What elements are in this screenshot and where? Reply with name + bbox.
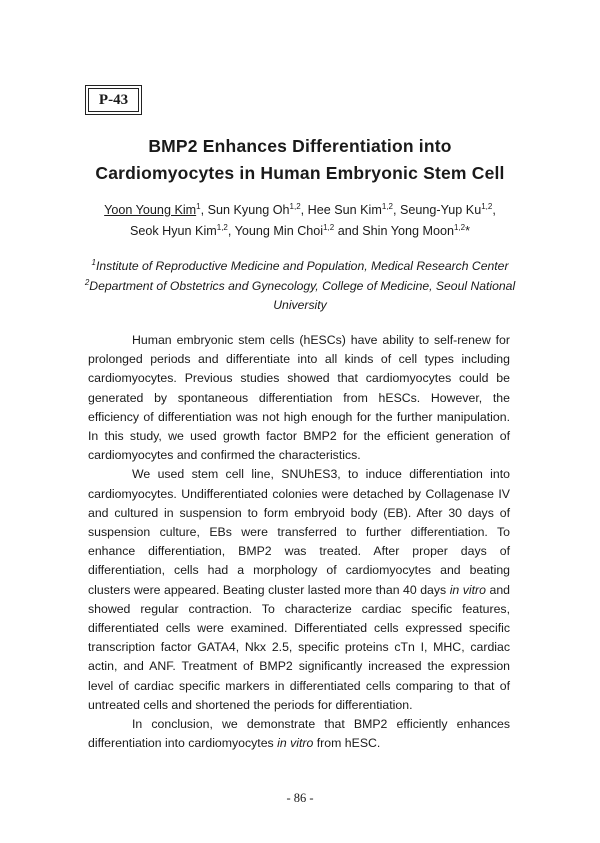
abstract-paragraph-3 [88,715,510,753]
paragraph-text: We used stem cell line, SNUhES3, to induce differentiation into cardiomyocytes. Undifferentiated colonies were detached by Collagenase IV and cultured in suspension to form embryoid body (EB). After 30 days of suspension culture, EBs were transferred to further differentiation. To enhance differentiation, BMP2 was treated. After proper days of differentiation, cells had a morphology of cardiomyocytes and beating clusters were appeared. Beating cluster lasted more than 40 days [88,467,510,597]
author-name: Seung-Yup Ku [399,203,482,217]
author-name: Sun Kyung Oh [207,203,290,217]
poster-id-box: P-43 [88,88,139,112]
page-number: - 86 - [286,791,314,805]
abstract-body [88,331,510,753]
author-affil-mark: 1,2 [289,202,301,211]
affiliation-1 [60,257,540,277]
affiliations [60,257,540,316]
author-name: Yoon Young Kim [104,203,197,217]
affiliation-mark: 1 [91,258,96,267]
italic-term: in vitro [277,736,314,751]
author-line-1: Yoon Young Kim$^1$, Sun Kyung Oh$^{1,2}$, Hee Sun Kim$^{1,2}$, Seung-Yup Ku$^{1,2}$, [104,202,496,217]
author-line-2: Seok Hyun Kim$^{1,2}$, Young Min Choi$^{1,2}$ and Shin Yong Moon$^{1,2}$* [129,223,471,238]
author-affil-mark: 1,2 [381,202,393,211]
abstract-paragraph-1: Human embryonic stem cells (hESCs) have ability to self-renew for prolonged periods and differentiate into all kinds of cell types including cardiomyocytes. Previous studies showed that cardiomyocytes could be generated by spontaneous differentiation from hESCs. However, the efficiency of differentiation was not high enough for the further manipulation. In this study, we used growth factor BMP2 for the efficient generation of cardiomyocytes and confirmed the characteristics. [88,333,510,463]
abstract-paragraph-2 [88,465,510,715]
author-affil-mark: 1,2 [216,223,228,232]
italic-term: in vitro [449,582,486,597]
title-line-1: BMP2 Enhances Differentiation into [148,136,452,156]
author-name: Hee Sun Kim [307,203,382,217]
paragraph-text: In conclusion, we demonstrate that BMP2 efficiently enhances differentiation into cardiomyocytes [88,717,510,751]
paragraph-text: from hESC. [316,736,381,751]
author-list [60,200,540,242]
author-name: Shin Yong Moon [362,224,454,238]
paragraph-text: and showed regular contraction. To characterize cardiac specific features, differentiated cells were examined. Differentiated cells expressed specific transcription factor GATA4, Nkx 2.5, specific proteins cTn I, MHC, cardiac actin, and ANF. Treatment of BMP2 significantly increased the expression level of cardiac specific markers in differentiated cells comparing to that of untreated cells and shortened the periods for differentiation. [88,582,511,712]
affiliation-text: Department of Obstetrics and Gynecology, College of Medicine, Seoul National University [89,278,516,312]
paper-title [60,133,540,187]
affiliation-text: Institute of Reproductive Medicine and Population, Medical Research Center [95,259,509,273]
affiliation-mark: 2 [84,277,90,287]
author-affil-mark: 1,2 [481,202,493,211]
author-affil-mark: 1,2 [323,223,335,232]
author-name: Seok Hyun Kim [129,224,217,238]
author-affil-mark: 1,2 [454,223,466,232]
title-line-2: Cardiomyocytes in Human Embryonic Stem Cell [95,163,505,183]
author-name: Young Min Choi [234,224,324,238]
author-affil-mark: 1 [196,202,201,211]
affiliation-2 [60,277,540,316]
corresponding-author-mark: * [465,224,471,238]
author-conjunction: and [337,224,359,238]
